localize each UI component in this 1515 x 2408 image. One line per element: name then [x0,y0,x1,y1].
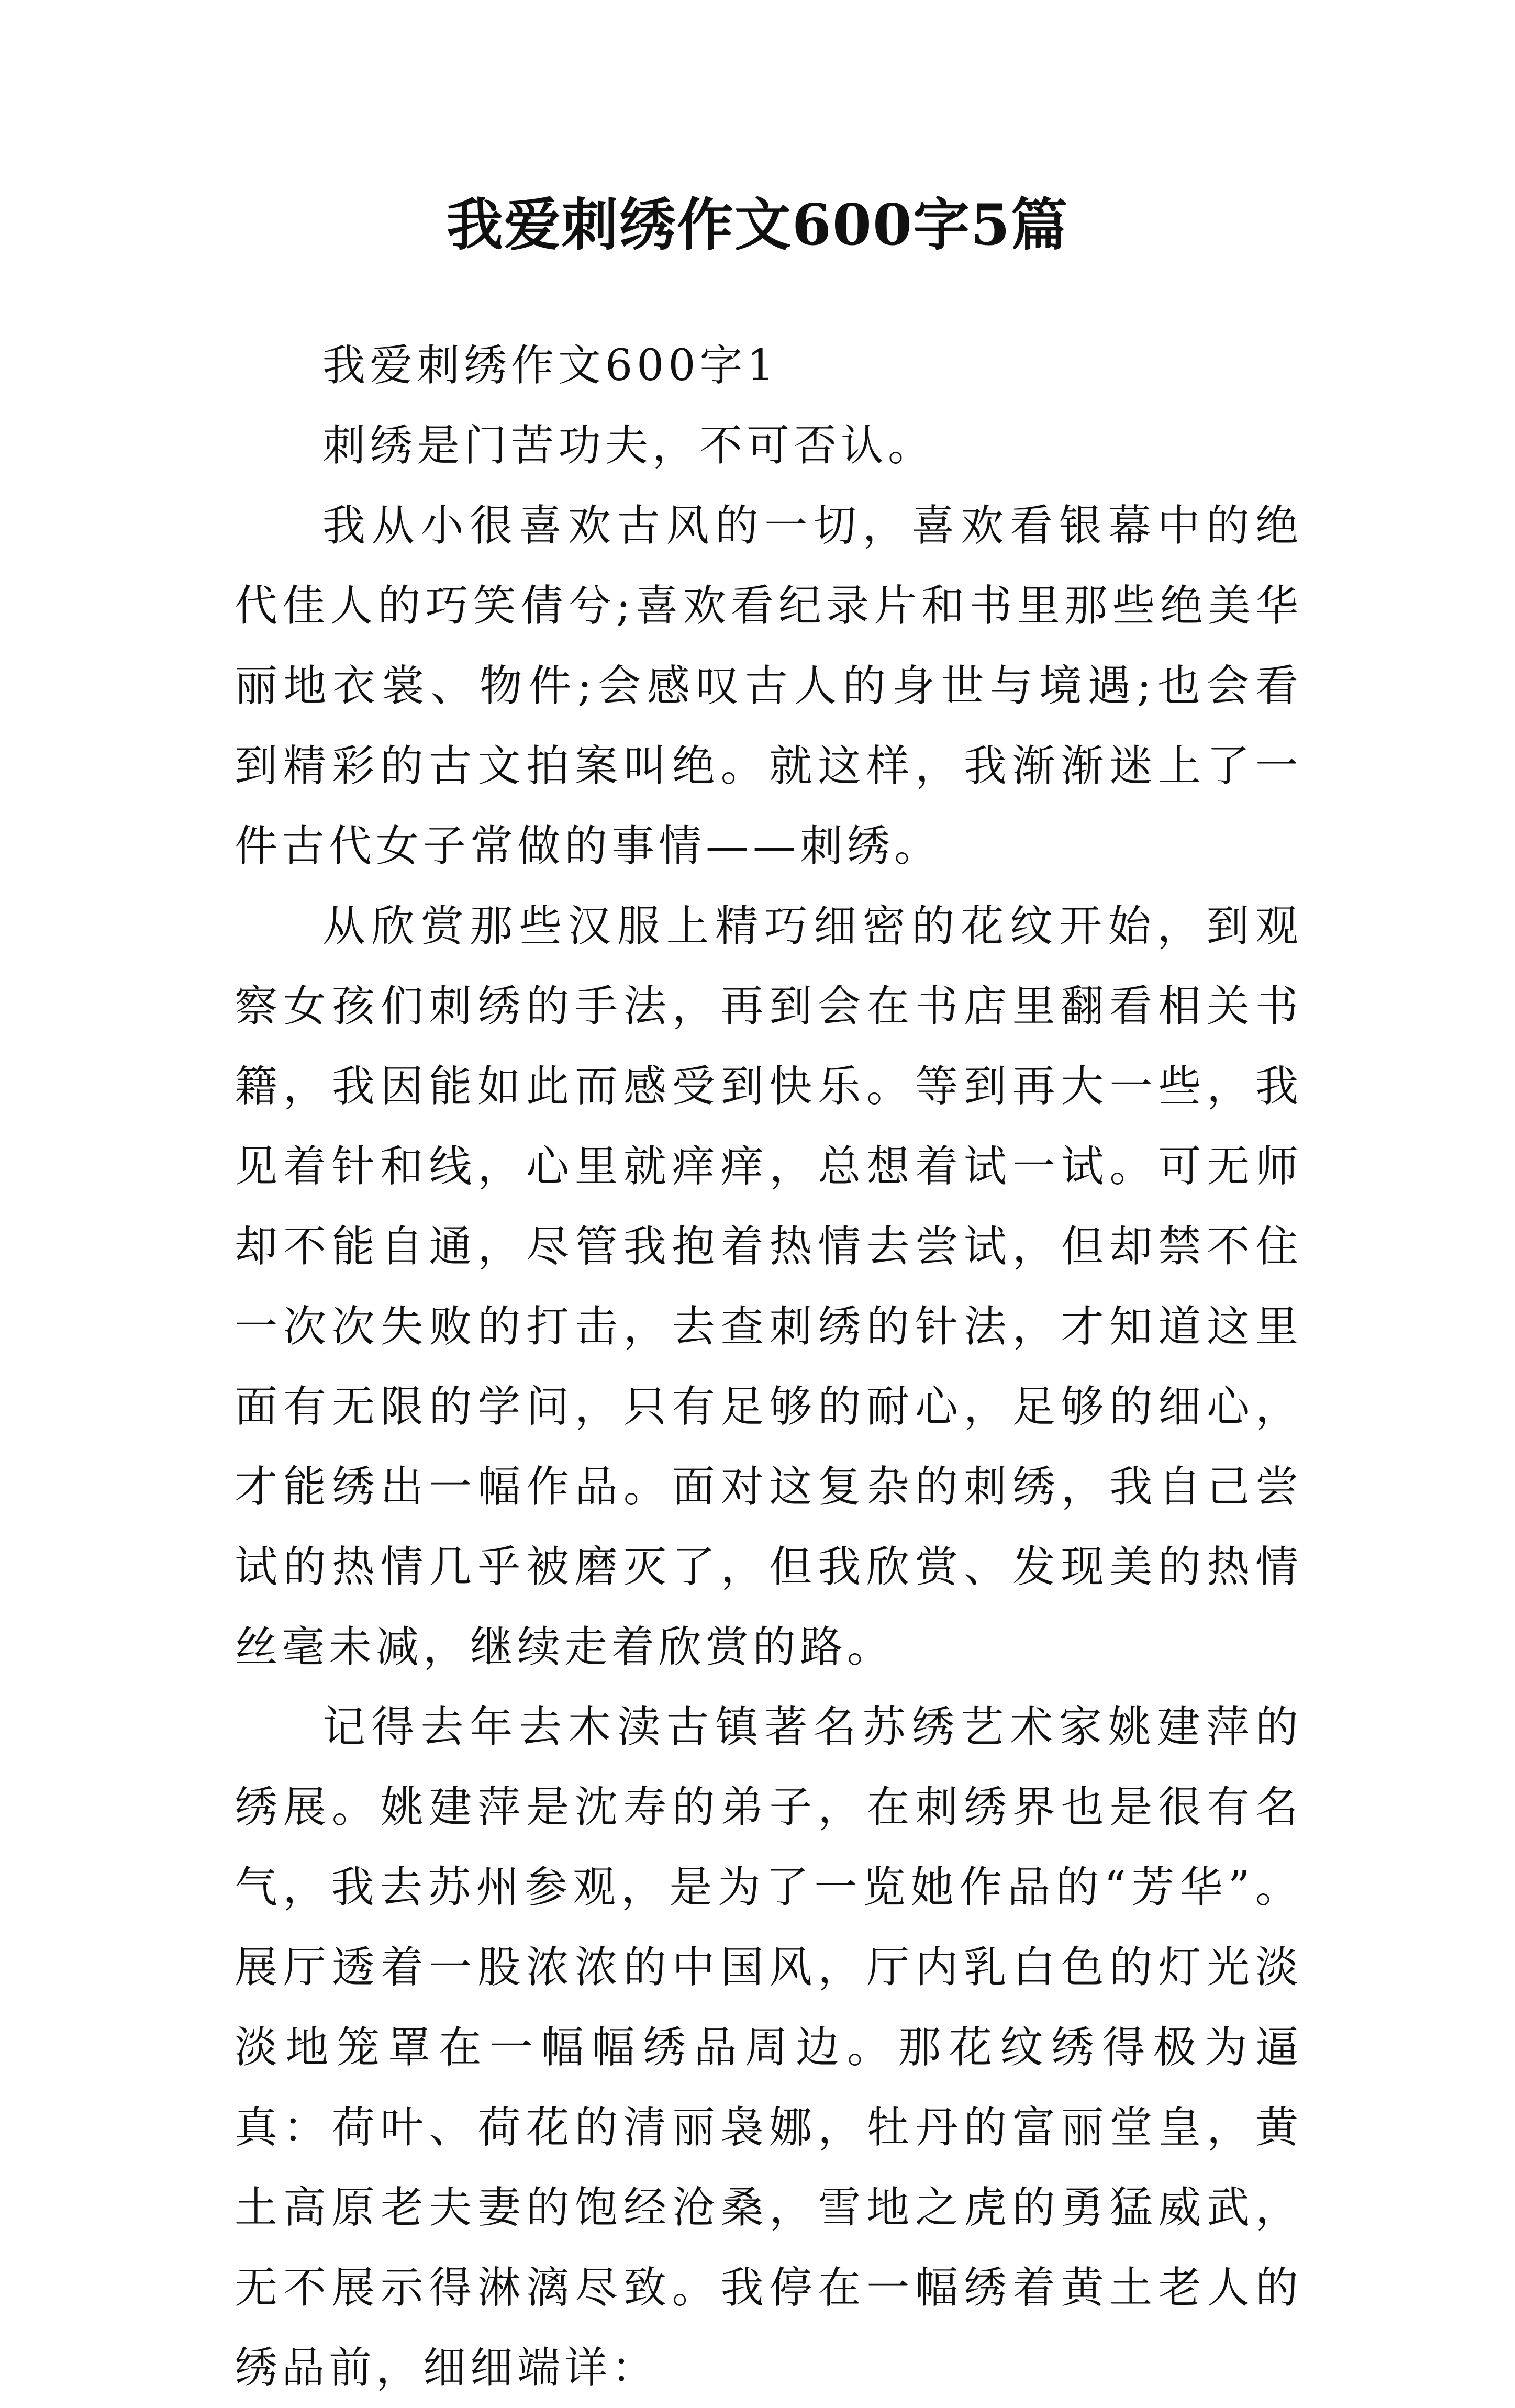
paragraph: 我从小很喜欢古风的一切，喜欢看银幕中的绝代佳人的巧笑倩兮;喜欢看纪录片和书里那些绝美华丽地衣裳、物件;会感叹古人的身世与境遇;也会看到精彩的古文拍案叫绝。就这样，我渐渐迷上了一件古代女子常做的事情——刺绣。 [235,501,1302,871]
paragraph: 刺绣是门苦功夫，不可否认。 [322,421,935,471]
paragraph: 记得去年去木渎古镇著名苏绣艺术家姚建萍的绣展。姚建萍是沈寿的弟子，在刺绣界也是很有名气，我去苏州参观，是为了一览她作品的“芳华”。展厅透着一股浓浓的中国风，厅内乳白色的灯光淡淡地笼罩在一幅幅绣品周边。那花纹绣得极为逼真：荷叶、荷花的清丽袅娜，牡丹的富丽堂皇，黄土高原老夫妻的饱经沧桑，雪地之虎的勇猛威武，无不展示得淋漓尽致。我停在一幅绣着黄土老人的绣品前，细细端详： [235,1702,1302,2393]
essay-heading: 我爱刺绣作文600字1 [322,341,778,391]
paragraph: 从欣赏那些汉服上精巧细密的花纹开始，到观察女孩们刺绣的手法，再到会在书店里翻看相关书籍，我因能如此而感受到快乐。等到再大一些，我见着针和线，心里就痒痒，总想着试一试。可无师却不能自通，尽管我抱着热情去尝试，但却禁不住一次次失败的打击，去查刺绣的针法，才知道这里面有无限的学问，只有足够的耐心，足够的细心，才能绣出一幅作品。面对这复杂的刺绣，我自己尝试的热情几乎被磨灭了，但我欣赏、发现美的热情丝毫未减，继续走着欣赏的路。 [235,901,1302,1672]
document-body [235,326,1302,2408]
document-title: 我爱刺绣作文600字5篇 [446,192,1069,258]
